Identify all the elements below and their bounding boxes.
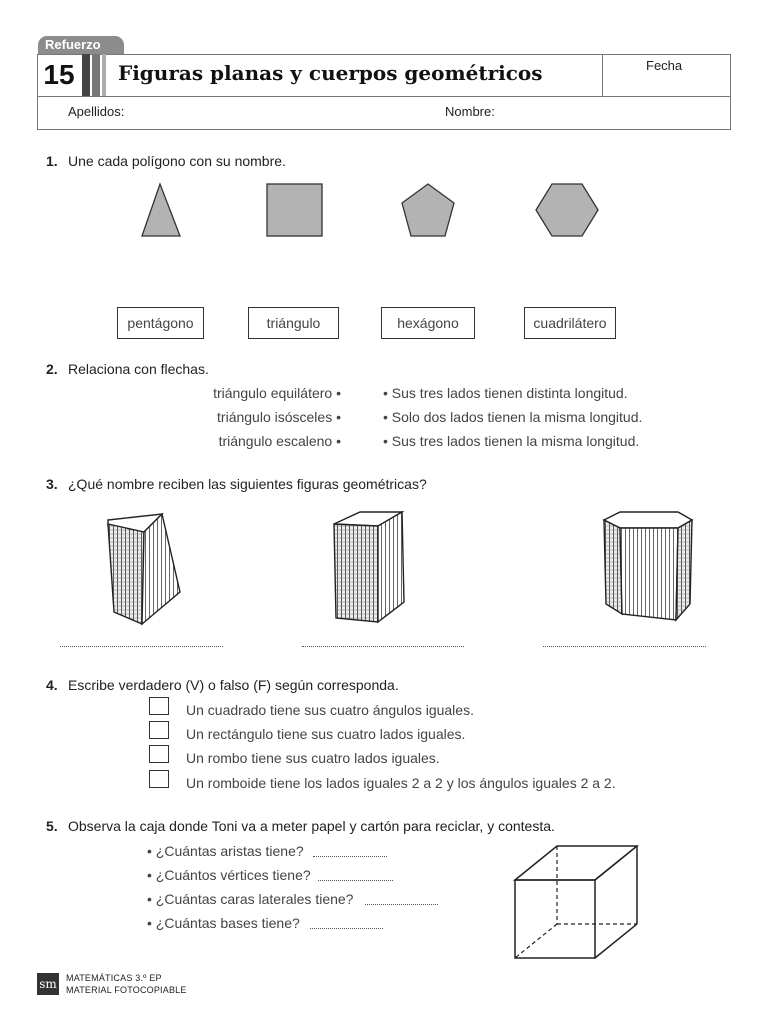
left-item: triángulo equilátero •: [213, 385, 341, 401]
answer-line[interactable]: [318, 880, 393, 881]
fecha-label: Fecha: [646, 58, 683, 73]
solid-figures: [60, 500, 710, 630]
answer-line[interactable]: [60, 646, 223, 647]
answer-line[interactable]: [310, 928, 383, 929]
cube-icon: [334, 512, 404, 622]
footer-line: MATERIAL FOTOCOPIABLE: [66, 985, 187, 995]
header-bar: [82, 54, 90, 96]
hexagon-icon: [536, 184, 598, 236]
option-pentagono[interactable]: pentágono: [117, 307, 204, 339]
header-bar: [102, 54, 106, 96]
header-bar: [92, 54, 100, 96]
fecha-divider: [602, 54, 603, 96]
triangle-icon: [142, 184, 180, 236]
page-title: Figuras planas y cuerpos geométricos: [118, 61, 543, 85]
question-text: Relaciona con flechas.: [68, 361, 209, 377]
answer-line[interactable]: [365, 904, 438, 905]
answer-line[interactable]: [543, 646, 706, 647]
nombre-label: Nombre:: [445, 104, 495, 119]
box-icon: [505, 840, 650, 965]
statement: Un rectángulo tiene sus cuatro lados iguales.: [186, 726, 466, 742]
question-text: Une cada polígono con su nombre.: [68, 153, 286, 169]
left-item: triángulo escaleno •: [218, 433, 341, 449]
hexagonal-prism-icon: [604, 512, 692, 620]
footer-line: MATEMÁTICAS 3.º EP: [66, 973, 162, 983]
right-item: • Sus tres lados tienen la misma longitud.: [383, 433, 640, 449]
list-item: • ¿Cuántas bases tiene?: [147, 915, 300, 931]
question-number: 1.: [46, 153, 58, 169]
unit-number: 15: [43, 59, 75, 90]
question-number: 2.: [46, 361, 58, 377]
statement: Un cuadrado tiene sus cuatro ángulos iguales.: [186, 702, 474, 718]
question-number: 3.: [46, 476, 58, 492]
question-text: ¿Qué nombre reciben las siguientes figuras geométricas?: [68, 476, 427, 492]
publisher-logo: sm: [37, 973, 59, 995]
answer-checkbox[interactable]: [149, 745, 169, 763]
polygon-shapes: [130, 176, 610, 246]
list-item: • ¿Cuántas caras laterales tiene?: [147, 891, 354, 907]
option-cuadrilatero[interactable]: cuadrilátero: [524, 307, 616, 339]
answer-checkbox[interactable]: [149, 697, 169, 715]
statement: Un rombo tiene sus cuatro lados iguales.: [186, 750, 440, 766]
question-text: Escribe verdadero (V) o falso (F) según corresponda.: [68, 677, 399, 693]
answer-line[interactable]: [313, 856, 387, 857]
header-divider: [37, 96, 731, 97]
triangular-prism-icon: [108, 514, 180, 624]
option-hexagono[interactable]: hexágono: [381, 307, 475, 339]
refuerzo-tab: Refuerzo: [38, 36, 124, 54]
question-text: Observa la caja donde Toni va a meter papel y cartón para reciclar, y contesta.: [68, 818, 555, 834]
question-number: 5.: [46, 818, 58, 834]
question-number: 4.: [46, 677, 58, 693]
left-item: triángulo isósceles •: [217, 409, 341, 425]
answer-line[interactable]: [302, 646, 464, 647]
answer-checkbox[interactable]: [149, 721, 169, 739]
answer-checkbox[interactable]: [149, 770, 169, 788]
list-item: • ¿Cuántos vértices tiene?: [147, 867, 311, 883]
right-item: • Solo dos lados tienen la misma longitud.: [383, 409, 643, 425]
square-icon: [267, 184, 322, 236]
statement: Un romboide tiene los lados iguales 2 a 2 y los ángulos iguales 2 a 2.: [186, 775, 616, 791]
right-item: • Sus tres lados tienen distinta longitud.: [383, 385, 628, 401]
option-triangulo[interactable]: triángulo: [248, 307, 339, 339]
apellidos-label: Apellidos:: [68, 104, 125, 119]
pentagon-icon: [402, 184, 454, 236]
list-item: • ¿Cuántas aristas tiene?: [147, 843, 304, 859]
